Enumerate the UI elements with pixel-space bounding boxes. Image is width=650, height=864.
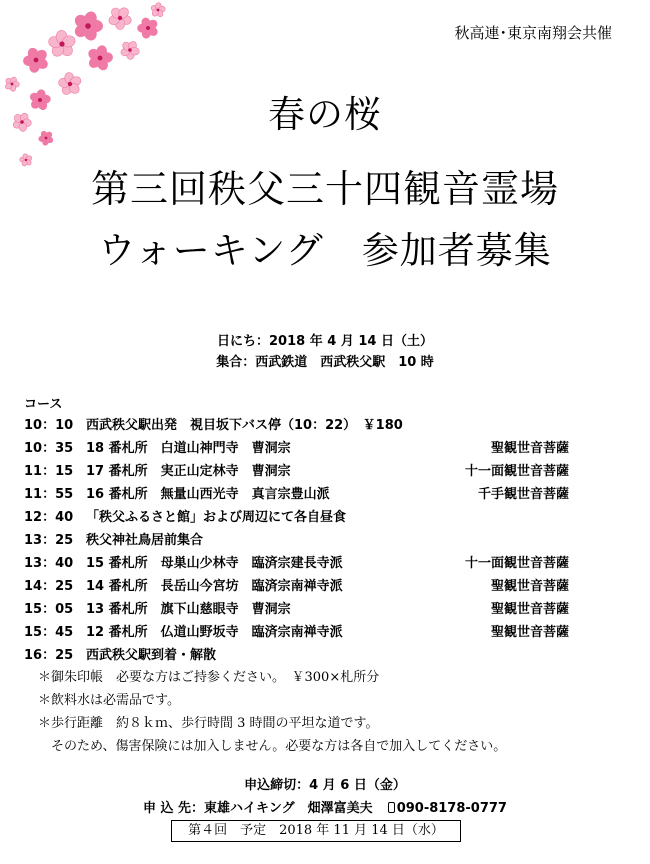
- course-time: 13：25: [24, 533, 74, 548]
- meeting-place: 集合：西武鉄道 西武秩父駅 10 時: [216, 355, 434, 370]
- course-row: [24, 621, 569, 642]
- course-time: 14：25: [24, 579, 74, 594]
- course-heading: コース: [24, 397, 63, 412]
- course-description: 18 番札所 白道山神門寺 曹洞宗: [86, 441, 291, 456]
- title-line-3: ウォーキング 参加者募集: [98, 229, 552, 272]
- course-time: 12：40: [24, 510, 74, 525]
- course-row: [24, 414, 569, 435]
- event-date: 日にち：2018 年 4 月 14 日（土）: [217, 334, 433, 349]
- course-deity: 聖観世音菩薩: [490, 625, 569, 640]
- course-description: 14 番札所 長岳山今宮坊 臨済宗南禅寺派: [86, 579, 343, 594]
- course-deity: 千手観世音菩薩: [477, 487, 569, 502]
- course-time: 10：35: [24, 441, 74, 456]
- course-row: [24, 460, 569, 481]
- course-description: 西武秩父駅出発 視目坂下バス停（10：22） ￥180: [86, 418, 403, 433]
- course-description: 16 番札所 無量山西光寺 真言宗豊山派: [86, 487, 330, 502]
- course-description: 秩父神社鳥居前集合: [86, 533, 204, 548]
- course-row: [24, 575, 569, 596]
- course-time: 15：45: [24, 625, 74, 640]
- blossom-flower: [87, 45, 113, 72]
- blossom-flower: [47, 30, 76, 58]
- course-row: [24, 644, 569, 665]
- blossom-flower: [108, 6, 133, 30]
- blossom-flower: [73, 10, 103, 42]
- contact-label: 申 込 先：東雄ハイキング 畑澤富美夫: [143, 801, 373, 816]
- blossom-flower: [120, 40, 140, 60]
- course-row: [24, 529, 569, 550]
- blossom-flower: [150, 2, 166, 17]
- course-row: [24, 552, 569, 573]
- contact-line: [0, 797, 650, 816]
- course-time: 11：15: [24, 464, 74, 479]
- course-row: [24, 483, 569, 504]
- course-description: 17 番札所 実正山定林寺 曹洞宗: [86, 464, 291, 479]
- course-description: 15 番札所 母巣山少林寺 臨済宗建長寺派: [86, 556, 343, 571]
- title-line-1: 春の桜: [268, 93, 382, 136]
- contact-phone: 090-8178-0777: [396, 801, 507, 816]
- course-deity: 聖観世音菩薩: [490, 579, 569, 594]
- course-deity: 聖観世音菩薩: [490, 441, 569, 456]
- note-insurance: そのため、傷害保険には加入しません。必要な方は各自で加入してください。: [38, 739, 507, 754]
- course-time: 10：10: [24, 418, 74, 433]
- note-goshuin: ＊御朱印帳 必要な方はご持参ください。 ￥300×札所分: [38, 670, 380, 685]
- course-row: [24, 506, 569, 527]
- course-deity: 十一面観世音菩薩: [464, 556, 569, 571]
- title-line-2: 第三回秩父三十四観音霊場: [90, 167, 559, 211]
- course-description: 13 番札所 旗下山慈眼寺 曹洞宗: [86, 602, 291, 617]
- course-row: [24, 437, 569, 458]
- phone-icon: [388, 802, 395, 813]
- organizer-text: 秋高連･東京南翔会共催: [454, 24, 612, 42]
- course-description: 「秩父ふるさと館」および周辺にて各自昼食: [86, 510, 347, 525]
- course-description: 12 番札所 仏道山野坂寺 臨済宗南禅寺派: [86, 625, 343, 640]
- blossom-flower: [23, 46, 49, 73]
- course-deity: 聖観世音菩薩: [490, 602, 569, 617]
- course-deity: 十一面観世音菩薩: [464, 464, 569, 479]
- course-time: 15：05: [24, 602, 74, 617]
- note-distance: ＊歩行距離 約８ｋｍ、歩行時間 3 時間の平坦な道です。: [38, 716, 379, 731]
- next-schedule-box: 第４回 予定 2018 年 11 月 14 日（水）: [171, 820, 461, 842]
- blossom-flower: [137, 17, 159, 40]
- course-time: 13：40: [24, 556, 74, 571]
- course-description: 西武秩父駅到着・解散: [86, 648, 217, 663]
- note-water: ＊飲料水は必需品です。: [38, 693, 180, 708]
- course-row: [24, 598, 569, 619]
- course-time: 11：55: [24, 487, 74, 502]
- application-deadline: 申込締切：4 月 6 日（金）: [244, 778, 406, 793]
- course-time: 16：25: [24, 648, 74, 663]
